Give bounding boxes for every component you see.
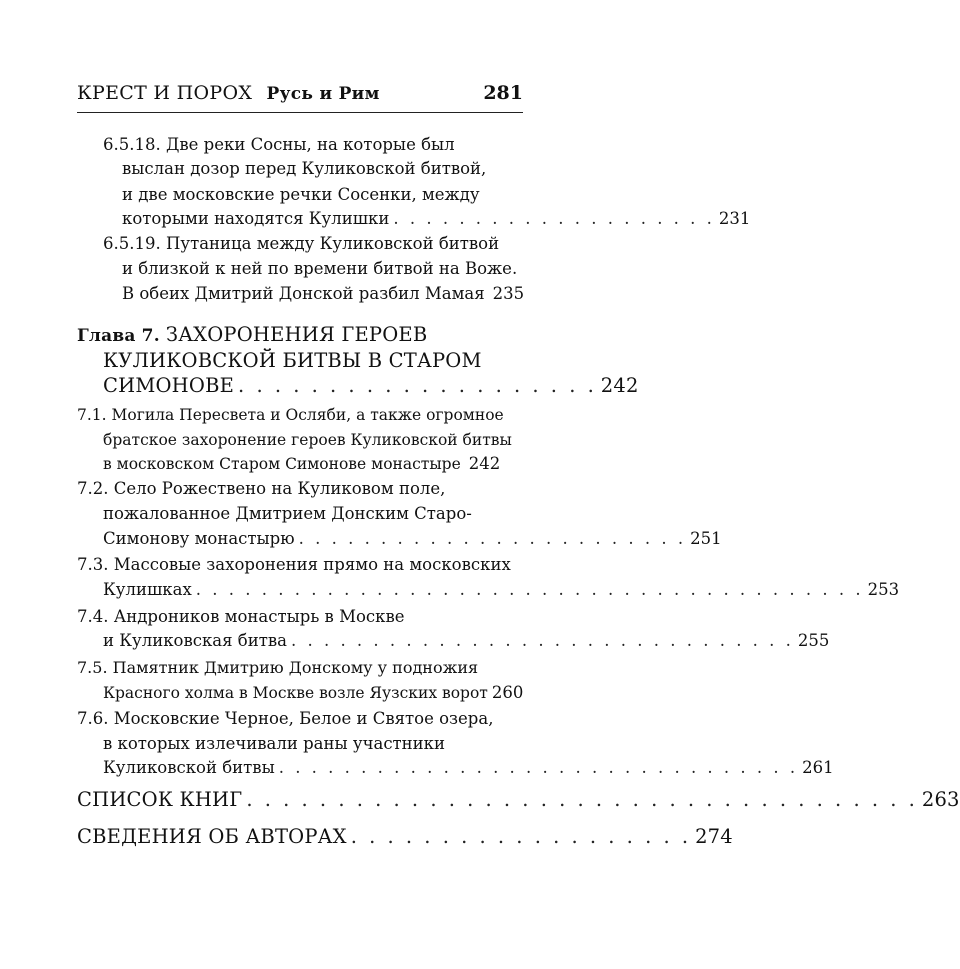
book-title-text: КРЕСТ И ПОРОХ bbox=[77, 82, 253, 104]
page-number: 281 bbox=[483, 82, 523, 104]
toc-text: СВЕДЕНИЯ ОБ АВТОРАХ bbox=[77, 825, 347, 848]
leader-dots: . . . . . . . . . . . . . . . . . . . . . . . . . . . . . . . . bbox=[278, 758, 799, 777]
toc-text: Куликовской битвы bbox=[103, 758, 275, 777]
toc-entry-7-1-line-2[interactable] bbox=[103, 428, 512, 452]
toc-text: братское захоронение героев Куликовской битвы bbox=[103, 431, 512, 449]
toc-text: КУЛИКОВСКОЙ БИТВЫ В СТАРОМ bbox=[103, 349, 482, 372]
toc-text: СПИСОК КНИГ bbox=[77, 788, 243, 811]
toc-page-number: 242 bbox=[600, 374, 639, 397]
toc-text: СИМОНОВЕ bbox=[103, 374, 235, 397]
book-title bbox=[77, 82, 380, 104]
header-rule bbox=[77, 112, 523, 113]
toc-text: 7.3. Массовые захоронения прямо на московских bbox=[77, 555, 511, 574]
toc-entry-6-5-18-line-4[interactable] bbox=[122, 207, 751, 231]
toc-chapter-7-line-3[interactable] bbox=[103, 371, 639, 401]
leader-dots: . . . . . . . . . . . . . . . . . . . . bbox=[238, 374, 597, 397]
leader-dots: . . . . . . . . . . . . . . . . . . . . bbox=[393, 209, 715, 228]
toc-text: и две московские речки Сосенки, между bbox=[122, 185, 480, 204]
toc-entry-7-2-line-2[interactable] bbox=[103, 502, 472, 526]
toc-page-number: 274 bbox=[695, 825, 733, 848]
chapter-label: Глава 7. bbox=[77, 326, 160, 346]
toc-text: ЗАХОРОНЕНИЯ ГЕРОЕВ bbox=[165, 323, 428, 346]
toc-text: выслан дозор перед Куликовской битвой, bbox=[122, 159, 487, 178]
book-subtitle: Русь и Рим bbox=[266, 84, 380, 104]
toc-page-number: 260 bbox=[491, 683, 524, 702]
leader-dots: . . . . . . . . . . . . . . . . . . . . . . . . . . . . . . . bbox=[290, 631, 794, 650]
toc-page-number: 251 bbox=[690, 529, 722, 548]
toc-entry-7-2-line-1[interactable] bbox=[77, 477, 445, 501]
toc-entry-6-5-19-line-1[interactable] bbox=[103, 232, 499, 256]
toc-entry-7-3-line-1[interactable] bbox=[77, 553, 511, 577]
toc-entry-7-5-line-1[interactable] bbox=[77, 656, 478, 680]
leader-dots: . . . . . . . . . . . . . . . . . . . . . . . . . . . . . . . . . . . . . bbox=[246, 788, 918, 811]
toc-text: 7.1. Могила Пересвета и Осляби, а также огромное bbox=[77, 406, 504, 424]
toc-text: Кулишках bbox=[103, 580, 192, 599]
toc-page-number: 263 bbox=[921, 788, 960, 811]
toc-entry-6-5-18-line-3[interactable] bbox=[122, 183, 480, 207]
toc-text: пожалованное Дмитрием Донским Старо- bbox=[103, 504, 472, 523]
toc-text: В обеих Дмитрий Донской разбил Мамая bbox=[122, 284, 485, 303]
toc-text: в которых излечивали раны участники bbox=[103, 734, 445, 753]
toc-entry-7-1-line-1[interactable] bbox=[77, 403, 504, 427]
toc-entry-7-6-line-3[interactable] bbox=[103, 756, 834, 780]
toc-page-number: 261 bbox=[802, 758, 834, 777]
toc-text: 6.5.18. Две реки Сосны, на которые был bbox=[103, 135, 455, 154]
toc-text: и близкой к ней по времени битвой на Воже. bbox=[122, 259, 518, 278]
toc-entry-7-5-line-2[interactable] bbox=[103, 681, 524, 705]
toc-entry-7-4-line-2[interactable] bbox=[103, 629, 830, 653]
toc-text: 7.4. Андроников монастырь в Москве bbox=[77, 607, 405, 626]
toc-entry-7-3-line-2[interactable] bbox=[103, 578, 900, 602]
running-header bbox=[77, 82, 523, 110]
toc-entry-about-authors[interactable] bbox=[77, 822, 733, 852]
toc-text: Красного холма в Москве возле Яузских ворот bbox=[103, 684, 488, 702]
toc-entry-6-5-19-line-3[interactable] bbox=[122, 282, 525, 306]
toc-page-number: 255 bbox=[797, 631, 830, 650]
toc-entry-7-1-line-3[interactable] bbox=[103, 452, 501, 476]
toc-entry-7-4-line-1[interactable] bbox=[77, 605, 405, 629]
toc-entry-7-6-line-2[interactable] bbox=[103, 732, 445, 756]
toc-entry-6-5-19-line-2[interactable] bbox=[122, 257, 517, 281]
toc-text: 7.6. Московские Черное, Белое и Святое озера, bbox=[77, 709, 494, 728]
toc-text: которыми находятся Кулишки bbox=[122, 209, 390, 228]
toc-entry-7-2-line-3[interactable] bbox=[103, 527, 722, 551]
toc-text: Симонову монастырю bbox=[103, 529, 295, 548]
toc-page-number: 231 bbox=[718, 209, 751, 228]
toc-page-number: 242 bbox=[468, 454, 501, 473]
toc-text: 7.2. Село Рожествено на Куликовом поле, bbox=[77, 479, 446, 498]
toc-text: и Куликовская битва bbox=[103, 631, 287, 650]
leader-dots: . . . . . . . . . . . . . . . . . . . . . . . . bbox=[298, 529, 687, 548]
toc-text: 7.5. Памятник Дмитрию Донскому у подножия bbox=[77, 658, 479, 677]
toc-text: в московском Старом Симонове монастыре bbox=[103, 455, 461, 473]
toc-entry-7-6-line-1[interactable] bbox=[77, 707, 493, 731]
toc-entry-6-5-18-line-1[interactable] bbox=[103, 133, 455, 157]
toc-entry-bibliography[interactable] bbox=[77, 785, 960, 815]
leader-dots: . . . . . . . . . . . . . . . . . . . . . . . . . . . . . . . . . . . . . . . . . bbox=[195, 580, 864, 599]
toc-page-number: 235 bbox=[492, 284, 525, 303]
toc-text: 6.5.19. Путаница между Куликовской битвой bbox=[103, 234, 500, 253]
leader-dots: . . . . . . . . . . . . . . . . . . . bbox=[350, 825, 692, 848]
toc-entry-6-5-18-line-2[interactable] bbox=[122, 157, 486, 181]
toc-page-number: 253 bbox=[867, 580, 900, 599]
